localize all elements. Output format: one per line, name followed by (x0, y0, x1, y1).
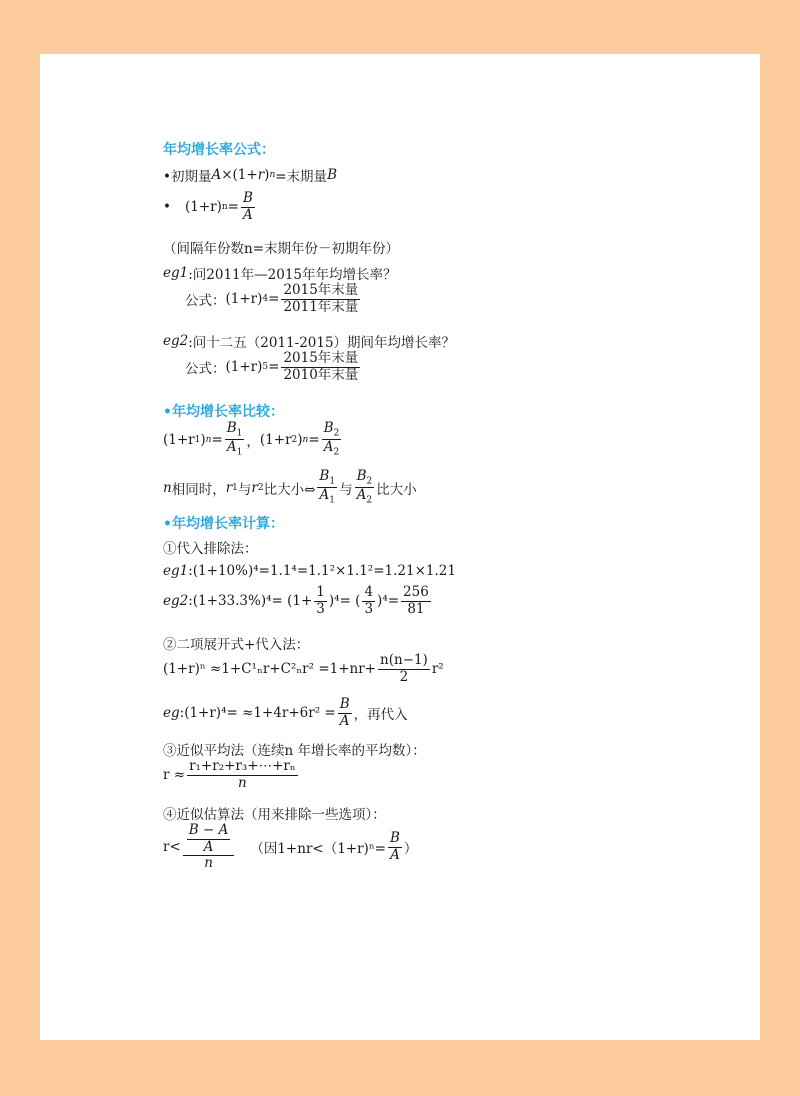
sub: 1 (232, 482, 238, 493)
denominator: A (243, 206, 253, 223)
compare-line-2 (163, 469, 417, 506)
fraction (281, 283, 360, 315)
numerator: 4 (364, 584, 374, 600)
text: 比大小⇔ (263, 481, 316, 498)
fraction (322, 421, 342, 458)
exp-n: n (269, 170, 276, 180)
method-4-title: ④近似估算法（用来排除一些选项）： (163, 807, 386, 823)
fraction (241, 191, 255, 223)
expr: :(1+r)⁴= ≈1+4r+6r² = (179, 705, 336, 722)
expr: :(1+33.3%)⁴= (1+ (188, 593, 313, 610)
fraction (378, 653, 430, 685)
denominator-sub: 2 (366, 495, 373, 506)
fraction (362, 585, 375, 617)
var-r: r (225, 479, 233, 496)
numerator-var: B (323, 420, 334, 436)
text: 与 (237, 481, 252, 498)
fraction (317, 469, 337, 506)
numerator-sub: 1 (236, 428, 243, 439)
numerator: 2015年末量 (283, 350, 359, 366)
denominator: n (238, 774, 247, 791)
compare-line-1 (163, 421, 343, 458)
formula-note: （间隔年份数n=末期年份－初期年份） (163, 241, 400, 257)
text: 比大小 (376, 481, 417, 498)
document-page (40, 54, 760, 1040)
method-3-title: ③近似平均法（连续n 年增长率的平均数）： (163, 743, 426, 759)
bullet: • (163, 199, 171, 216)
numerator (183, 823, 235, 856)
lhs: r ≈ (163, 767, 186, 784)
text: •初期量 (163, 169, 212, 185)
expr: (1+r)ⁿ ≈1+C¹ₙr+C²ₙr² =1+nr+ (163, 661, 376, 678)
denominator: 2010年末量 (283, 366, 359, 383)
label: 公式： (185, 361, 226, 378)
label: 公式： (185, 293, 226, 310)
numerator: 2015年末量 (283, 282, 359, 298)
denominator (318, 488, 337, 506)
numerator-var: B (226, 420, 237, 436)
note: （因1+nr<（1+r)ⁿ= (250, 841, 386, 858)
lhs: (1+r) (184, 199, 222, 216)
method-2-expansion (163, 653, 444, 685)
var-r: r (257, 167, 265, 183)
lhs: (1+r) (225, 291, 263, 308)
denominator-sub: 2 (333, 447, 340, 458)
text: 相同时， (171, 481, 226, 498)
sub: 2 (291, 434, 298, 445)
denominator-sub: 1 (329, 495, 335, 506)
text: ) (264, 167, 270, 183)
method-1-eg2 (163, 585, 433, 617)
denominator: 2011年末量 (283, 298, 359, 315)
exp: n (205, 434, 212, 445)
denominator: 2 (399, 668, 409, 685)
expr: :(1+10%)⁴=1.1⁴=1.1²×1.1²=1.21×1.21 (188, 563, 456, 579)
method-4-formula (163, 823, 417, 872)
numerator-sub: 2 (366, 476, 373, 487)
denominator-var: A (323, 439, 334, 456)
heading-formula: 年均增长率公式： (163, 142, 275, 158)
denominator: A (390, 846, 400, 863)
sub: 2 (257, 482, 264, 493)
formula-line-1 (163, 165, 337, 185)
eg1-question (163, 263, 397, 283)
fraction (281, 351, 360, 383)
numerator: 256 (403, 584, 429, 600)
fraction (388, 831, 402, 863)
lhs: r< (163, 839, 181, 856)
numerator (355, 469, 375, 488)
denominator (322, 440, 341, 458)
exp: n (221, 202, 228, 213)
inner-fraction (187, 823, 231, 855)
lhs: (1+r (259, 431, 292, 448)
lhs: (1+r) (225, 359, 263, 376)
denominator-var: A (226, 439, 237, 456)
expr: r² (431, 661, 444, 678)
method-2-eg (163, 697, 408, 729)
exp: 5 (262, 362, 269, 373)
fraction (187, 759, 298, 791)
eq: = (227, 199, 239, 216)
eg-label: eg1 (163, 265, 189, 281)
numerator (322, 421, 342, 440)
heading-compare: •年均增长率比较： (163, 404, 284, 420)
eq: = (211, 431, 223, 448)
denominator: A (339, 712, 350, 729)
heading-compute: •年均增长率计算： (163, 516, 284, 532)
denominator-var: A (319, 487, 330, 504)
numerator-var: B (356, 468, 367, 484)
denominator: 81 (407, 600, 425, 617)
nested-fraction (183, 823, 235, 872)
denominator (225, 440, 244, 458)
numerator (317, 469, 337, 488)
denominator: n (204, 855, 213, 872)
method-1-title: ①代入排除法： (163, 541, 258, 557)
eg2-formula (185, 351, 362, 383)
denominator-var: A (356, 487, 367, 504)
rp: ) (297, 431, 303, 448)
formula-line-2 (163, 191, 257, 223)
sub: 1 (194, 434, 201, 445)
numerator-sub: 2 (333, 428, 340, 439)
fraction (314, 585, 327, 617)
expr: )⁴= (377, 593, 400, 610)
expr: )⁴= ( (328, 593, 361, 610)
denominator (355, 488, 374, 506)
eg-label: eg (163, 705, 180, 722)
numerator: 1 (316, 584, 325, 600)
fraction (338, 697, 352, 729)
note: ） (403, 841, 418, 858)
text: ×(1+ (221, 167, 258, 183)
var-a: A (211, 167, 222, 183)
expr: ，再代入 (353, 707, 408, 724)
denominator: 3 (364, 600, 374, 617)
numerator: B (389, 830, 400, 847)
numerator: r₁+r₂+r₃+⋯+rₙ (189, 758, 296, 774)
text: 与 (339, 481, 353, 498)
eq: = (308, 431, 320, 448)
numerator-sub: 1 (329, 476, 336, 487)
eg-label: eg2 (163, 333, 189, 349)
var-r: r (251, 479, 258, 496)
method-2-title: ②二项展开式+代入法： (163, 637, 310, 653)
text: :问十二五（2011-2015）期间年均增长率？ (188, 335, 456, 351)
eg-label: eg2 (163, 593, 189, 610)
denominator: 3 (316, 600, 325, 617)
method-1-eg1 (163, 563, 456, 579)
denominator-sub: 1 (236, 447, 243, 458)
eq: = (268, 291, 280, 308)
exp: 4 (262, 294, 269, 305)
eg-label: eg1 (163, 563, 189, 579)
numerator: B (242, 190, 253, 206)
fraction (355, 469, 375, 506)
rp: ) (200, 431, 206, 448)
eq: = (268, 359, 280, 376)
inner-numerator: B − A (188, 822, 229, 838)
var-n: n (163, 479, 172, 496)
exp: n (302, 434, 309, 445)
eg2-question (163, 331, 455, 351)
sep: ， (246, 433, 260, 450)
text: =末期量 (275, 169, 328, 185)
numerator (225, 421, 245, 440)
lhs: (1+r (163, 431, 195, 448)
numerator: B (339, 696, 350, 712)
numerator: n(n−1) (380, 652, 428, 668)
fraction (401, 585, 431, 617)
fraction (225, 421, 245, 458)
numerator-var: B (319, 468, 330, 484)
text: :问2011年—2015年年均增长率？ (188, 267, 397, 283)
eg1-formula (185, 283, 362, 315)
var-b: B (327, 167, 337, 183)
method-3-formula (163, 759, 300, 791)
inner-denominator: A (203, 838, 214, 855)
